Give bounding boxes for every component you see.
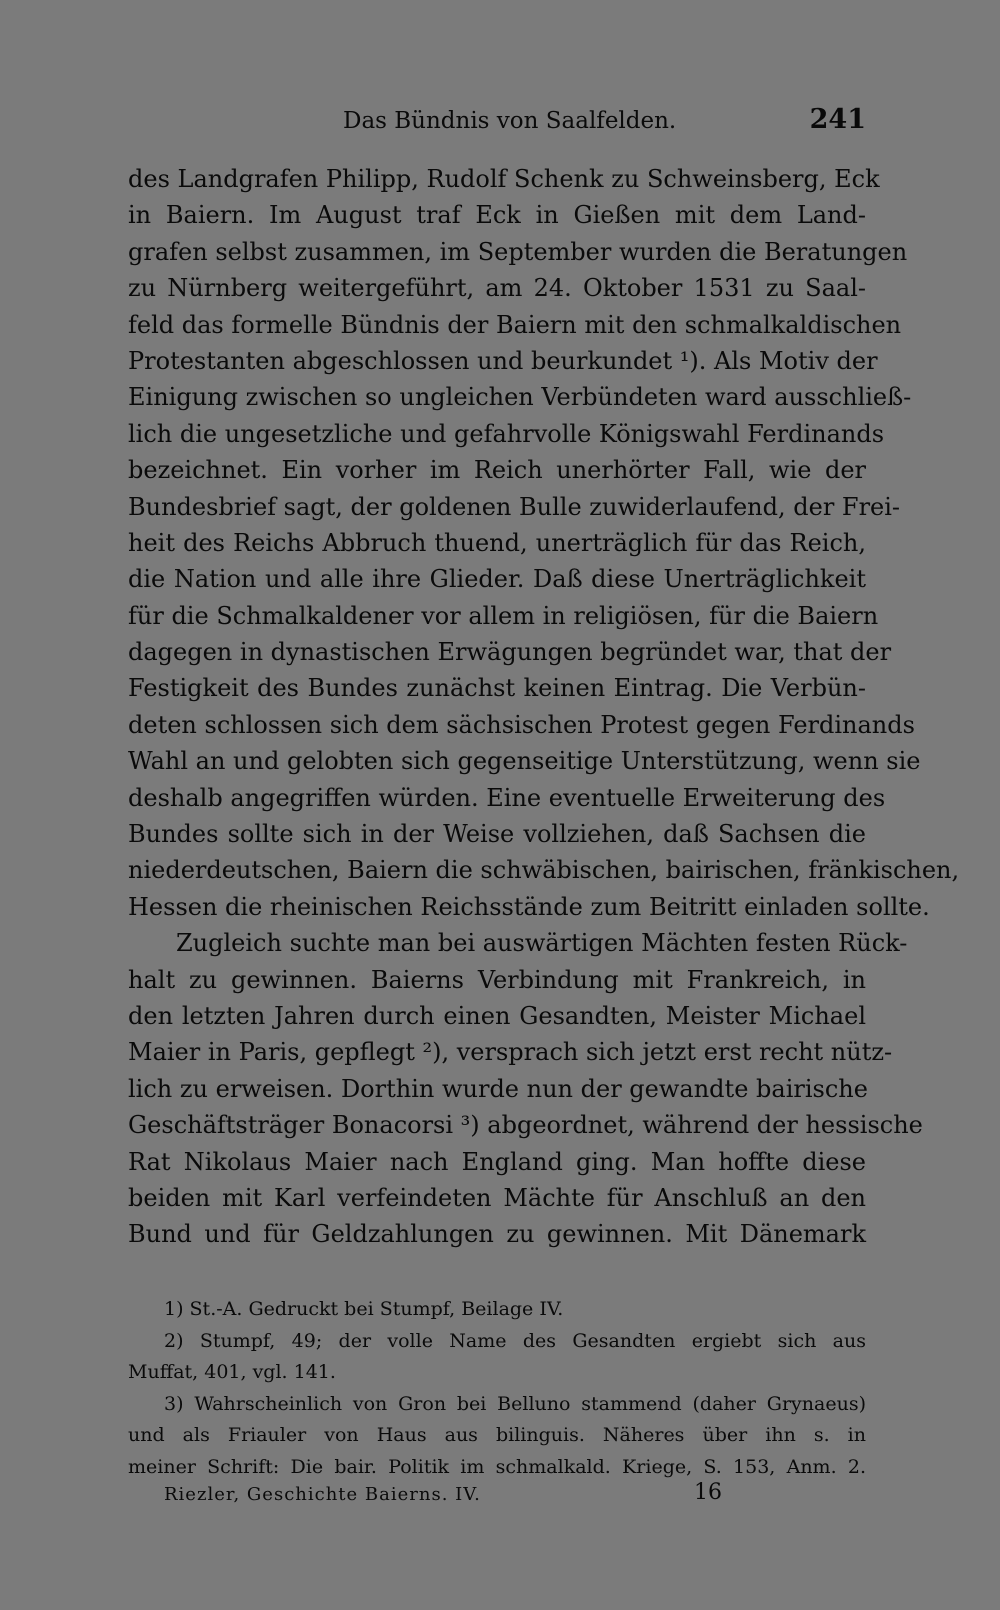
- text-line: deshalb angegriffen würden. Eine eventuelle Erweiterung des: [128, 783, 886, 812]
- text-line: Bundes sollte sich in der Weise vollziehen, daß Sachsen die: [128, 820, 866, 849]
- text-line: Wahl an und gelobten sich gegenseitige Unterstützung, wenn sie: [128, 747, 921, 776]
- footnote-line: Muffat, 401, vgl. 141.: [128, 1361, 336, 1383]
- text-line: Bundesbrief sagt, der goldenen Bulle zuwiderlaufend, der Frei-: [128, 492, 901, 521]
- text-line: Zugleich suchte man bei auswärtigen Mächten festen Rück-: [176, 929, 908, 958]
- text-line: bezeichnet. Ein vorher im Reich unerhörter Fall, wie der: [128, 456, 866, 485]
- footnote-line: meiner Schrift: Die bair. Politik im schmalkald. Kriege, S. 153, Anm. 2.: [128, 1455, 866, 1478]
- footnote-line: 1) St.-A. Gedruckt bei Stumpf, Beilage IV.: [164, 1298, 564, 1320]
- text-line: heit des Reichs Abbruch thuend, unerträglich für das Reich,: [128, 528, 866, 557]
- footnote-line: 2) Stumpf, 49; der volle Name des Gesandten ergiebt sich aus: [164, 1329, 866, 1352]
- text-line: Festigkeit des Bundes zunächst keinen Eintrag. Die Verbün-: [128, 674, 866, 703]
- text-line: für die Schmalkaldener vor allem in religiösen, für die Baiern: [128, 601, 879, 630]
- text-line: beiden mit Karl verfeindeten Mächte für Anschluß an den: [128, 1183, 866, 1212]
- page-number: 241: [809, 104, 866, 135]
- signature-number: 16: [694, 1480, 722, 1505]
- body-text: [128, 161, 960, 1253]
- text-line: Protestanten abgeschlossen und beurkundet ¹). Als Motiv der: [128, 346, 878, 375]
- text-line: Geschäftsträger Bonacorsi ³) abgeordnet, während der hessische: [128, 1111, 923, 1140]
- footnote-line: 3) Wahrscheinlich von Gron bei Belluno stammend (daher Grynaeus): [164, 1392, 866, 1415]
- text-line: des Landgrafen Philipp, Rudolf Schenk zu Schweinsberg, Eck: [128, 165, 880, 193]
- text-line: niederdeutschen, Baiern die schwäbischen, bairischen, fränkischen,: [128, 856, 960, 885]
- text-line: halt zu gewinnen. Baierns Verbindung mit Frankreich, in: [128, 965, 866, 994]
- signature-mark: Riezler, Geschichte Baierns. IV.: [164, 1484, 481, 1505]
- text-line: in Baiern. Im August traf Eck in Gießen mit dem Land-: [128, 201, 866, 230]
- text-line: zu Nürnberg weitergeführt, am 24. Oktober 1531 zu Saal-: [128, 274, 866, 303]
- text-line: dagegen in dynastischen Erwägungen begründet war, that der: [128, 638, 892, 667]
- footnote-line: und als Friauler von Haus aus bilinguis. Näheres über ihn s. in: [128, 1424, 866, 1446]
- text-line: Hessen die rheinischen Reichsstände zum Beitritt einladen sollte.: [128, 892, 930, 921]
- text-line: Bund und für Geldzahlungen zu gewinnen. Mit Dänemark: [128, 1220, 866, 1249]
- text-line: den letzten Jahren durch einen Gesandten, Meister Michael: [128, 1001, 866, 1030]
- text-line: feld das formelle Bündnis der Baiern mit den schmalkaldischen: [128, 310, 902, 339]
- text-line: Maier in Paris, gepflegt ²), versprach sich jetzt erst recht nütz-: [128, 1038, 893, 1067]
- running-title: Das Bündnis von Saalfelden.: [343, 108, 677, 134]
- text-line: Einigung zwischen so ungleichen Verbündeten ward ausschließ-: [128, 383, 912, 412]
- running-head: [128, 104, 866, 144]
- text-line: lich die ungesetzliche und gefahrvolle Königswahl Ferdinands: [128, 419, 885, 448]
- text-line: lich zu erweisen. Dorthin wurde nun der gewandte bairische: [128, 1074, 868, 1103]
- text-line: grafen selbst zusammen, im September wurden die Beratungen: [128, 237, 908, 266]
- text-line: die Nation und alle ihre Glieder. Daß diese Unerträglichkeit: [128, 565, 866, 594]
- text-line: deten schlossen sich dem sächsischen Protest gegen Ferdinands: [128, 710, 915, 739]
- text-line: Rat Nikolaus Maier nach England ging. Man hoffte diese: [128, 1147, 866, 1176]
- footnotes: [128, 1294, 866, 1483]
